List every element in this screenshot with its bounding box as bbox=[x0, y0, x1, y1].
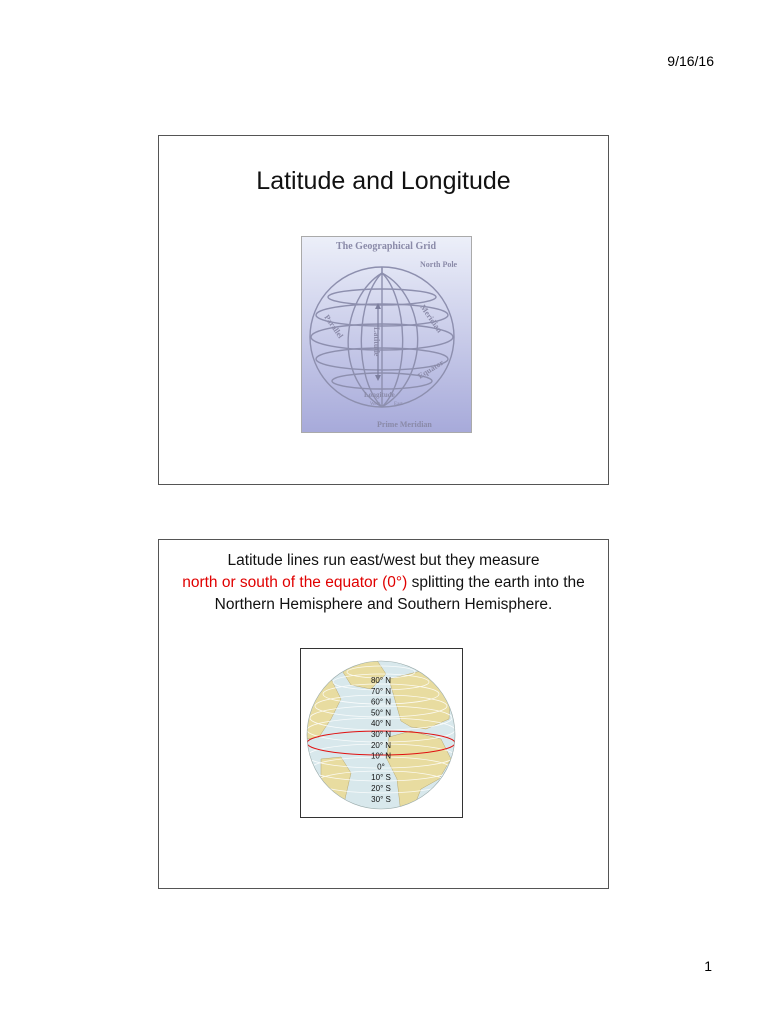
latitude-label: 20° N bbox=[370, 740, 392, 750]
slide-1 bbox=[158, 135, 609, 485]
slide-2 bbox=[158, 539, 609, 889]
header-date: 9/16/16 bbox=[667, 53, 714, 69]
grid-heading: The Geographical Grid bbox=[336, 241, 436, 252]
latitude-globe-figure bbox=[300, 648, 463, 818]
latitude-label: 70° N bbox=[370, 686, 392, 696]
label-east: East bbox=[394, 402, 403, 407]
latitude-label: 10° S bbox=[371, 773, 391, 783]
label-equator: Equator bbox=[416, 357, 446, 381]
page-number: 1 bbox=[704, 958, 712, 974]
latitude-label: 30° S bbox=[371, 794, 391, 804]
label-latitude: Latitude bbox=[372, 327, 381, 357]
text-part-2: splitting the earth into the Northern Hemisphere and Southern Hemisphere. bbox=[214, 574, 585, 613]
label-prime-meridian: Prime Meridian bbox=[377, 420, 432, 429]
latitude-label: 20° S bbox=[371, 784, 391, 793]
slide-2-text bbox=[159, 550, 608, 616]
latitude-label: 60° N bbox=[370, 697, 392, 707]
latitude-label: 80° N bbox=[370, 676, 392, 685]
text-part-1: Latitude lines run east/west but they measure bbox=[227, 552, 540, 569]
latitude-label: 40° N bbox=[370, 719, 392, 729]
latitude-label: 0° bbox=[377, 762, 385, 772]
geographical-grid-figure bbox=[301, 236, 472, 433]
text-red-highlight: north or south of the equator (0°) bbox=[182, 574, 408, 591]
latitude-label: 30° N bbox=[370, 730, 392, 739]
label-parallel: Parallel bbox=[322, 312, 346, 340]
slide-1-title: Latitude and Longitude bbox=[256, 167, 511, 195]
latitude-label: 10° N bbox=[370, 751, 392, 761]
label-meridian: Meridian bbox=[418, 302, 445, 335]
label-longitude: Longitude bbox=[364, 391, 395, 399]
label-north-pole: North Pole bbox=[420, 260, 458, 269]
label-west: West bbox=[370, 402, 380, 407]
latitude-label: 50° N bbox=[370, 708, 392, 718]
